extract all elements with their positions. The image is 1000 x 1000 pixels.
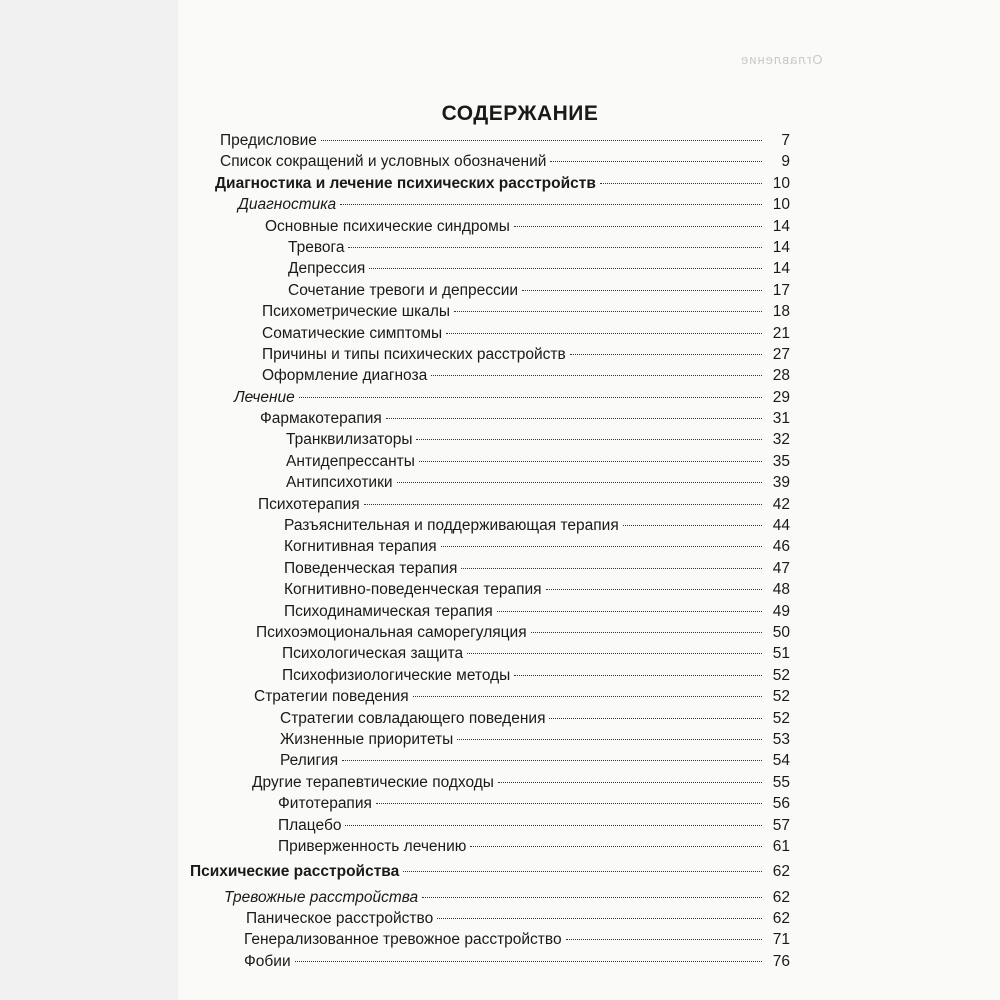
toc-entry-page: 50 (772, 623, 790, 641)
toc-entry (190, 643, 790, 664)
dot-leader (431, 375, 762, 376)
toc-entry-page: 35 (772, 452, 790, 470)
toc-entry (190, 708, 790, 729)
dot-leader (454, 311, 762, 312)
toc-entry-page: 49 (772, 602, 790, 620)
toc-entry (190, 887, 790, 908)
toc-entry-page: 57 (772, 816, 790, 834)
table-of-contents (190, 98, 790, 972)
toc-entry-label: Психологическая защита (282, 645, 464, 663)
toc-entry (190, 665, 790, 686)
toc-entry-page: 28 (772, 367, 790, 385)
toc-entry-label: Фобии (244, 952, 291, 970)
toc-entry-page: 51 (772, 645, 790, 663)
toc-entry-label: Поведенческая терапия (284, 559, 458, 577)
toc-entry-page: 62 (772, 863, 790, 881)
dot-leader (550, 161, 762, 162)
toc-entry-label: Причины и типы психических расстройств (262, 345, 566, 363)
toc-entry-page: 39 (772, 474, 790, 492)
bleed-through-text: Оглавление (740, 52, 823, 67)
toc-entry-page: 17 (772, 281, 790, 299)
toc-entry-label: Психические расстройства (190, 863, 400, 881)
dot-leader (386, 418, 762, 419)
toc-entry-page: 29 (772, 388, 790, 406)
dot-leader (461, 568, 762, 569)
toc-entry-label: Оформление диагноза (262, 367, 428, 385)
dot-leader (403, 871, 762, 872)
dot-leader (299, 397, 762, 398)
toc-entry (190, 815, 790, 836)
toc-entry-page: 71 (772, 931, 790, 949)
toc-entry-label: Жизненные приоритеты (280, 730, 454, 748)
toc-entry-label: Транквилизаторы (286, 431, 413, 449)
toc-entry-page: 27 (772, 345, 790, 363)
toc-entry-page: 46 (772, 538, 790, 556)
toc-entry (190, 323, 790, 344)
toc-entry (190, 861, 790, 882)
toc-entry (190, 686, 790, 707)
toc-entry-page: 21 (772, 324, 790, 342)
dot-leader (437, 918, 762, 919)
toc-entry-page: 14 (772, 238, 790, 256)
toc-entry (190, 344, 790, 365)
toc-entry (190, 951, 790, 972)
toc-entry-label: Лечение (234, 388, 295, 406)
dot-leader (416, 439, 762, 440)
toc-entry (190, 601, 790, 622)
dot-leader (441, 546, 762, 547)
toc-entry-page: 47 (772, 559, 790, 577)
toc-entry-page: 53 (772, 730, 790, 748)
toc-entry (190, 387, 790, 408)
dot-leader (546, 589, 762, 590)
toc-entry-page: 52 (772, 688, 790, 706)
toc-entry-label: Когнитивно-поведенческая терапия (284, 581, 542, 599)
toc-entry-label: Стратегии поведения (254, 688, 409, 706)
toc-entry (190, 130, 790, 151)
toc-entry-label: Тревога (288, 238, 345, 256)
toc-entry-page: 56 (772, 795, 790, 813)
toc-entry (190, 301, 790, 322)
dot-leader (600, 183, 762, 184)
toc-entry (190, 151, 790, 172)
toc-entry-label: Предисловие (220, 132, 317, 149)
toc-entry (190, 472, 790, 493)
dot-leader (566, 939, 762, 940)
toc-entry-label: Фармакотерапия (260, 410, 382, 428)
dot-leader (342, 760, 762, 761)
toc-entry (190, 258, 790, 279)
toc-entry-label: Диагностика и лечение психических расстройств (215, 174, 596, 192)
toc-entry-page: 76 (772, 952, 790, 970)
dot-leader (422, 897, 762, 898)
dot-leader (549, 718, 762, 719)
dot-leader (369, 268, 762, 269)
toc-entry-label: Другие терапевтические подходы (252, 773, 494, 791)
dot-leader (570, 354, 762, 355)
toc-entry (190, 793, 790, 814)
toc-entry-label: Приверженность лечению (278, 837, 467, 855)
toc-entry-label: Паническое расстройство (246, 910, 434, 928)
dot-leader (345, 825, 762, 826)
dot-leader (364, 504, 762, 505)
toc-entry-page: 14 (772, 217, 790, 235)
toc-entry-label: Стратегии совладающего поведения (280, 709, 546, 727)
toc-list (190, 130, 790, 972)
toc-entry (190, 451, 790, 472)
dot-leader (467, 653, 762, 654)
toc-entry-page: 48 (772, 581, 790, 599)
toc-entry-page: 52 (772, 709, 790, 727)
toc-entry (190, 408, 790, 429)
toc-entry (190, 194, 790, 215)
page-title: СОДЕРЖАНИЕ (441, 102, 599, 125)
dot-leader (446, 333, 762, 334)
dot-leader (623, 525, 762, 526)
toc-entry (190, 579, 790, 600)
dot-leader (498, 782, 762, 783)
toc-entry-label: Соматические симптомы (262, 324, 443, 342)
toc-entry-label: Разъяснительная и поддерживающая терапия (284, 517, 619, 535)
dot-leader (419, 461, 762, 462)
toc-entry-page: 10 (772, 174, 790, 192)
toc-entry-page: 32 (772, 431, 790, 449)
dot-leader (497, 611, 762, 612)
toc-entry-label: Депрессия (288, 260, 366, 278)
toc-entry-page: 44 (772, 517, 790, 535)
toc-entry-label: Психотерапия (258, 495, 360, 513)
toc-entry (190, 173, 790, 194)
toc-entry-page: 14 (772, 260, 790, 278)
dot-leader (376, 803, 762, 804)
toc-entry (190, 836, 790, 857)
toc-entry-label: Тревожные расстройства (224, 888, 419, 906)
dot-leader (340, 204, 762, 205)
toc-entry-page: 52 (772, 666, 790, 684)
dot-leader (470, 846, 762, 847)
toc-entry (190, 750, 790, 771)
toc-entry (190, 280, 790, 301)
toc-entry-label: Генерализованное тревожное расстройство (244, 931, 562, 949)
toc-entry-page: 62 (772, 910, 790, 928)
toc-entry (190, 429, 790, 450)
toc-entry-label: Психометрические шкалы (262, 303, 451, 321)
toc-entry-page: 31 (772, 410, 790, 428)
toc-entry (190, 558, 790, 579)
toc-entry (190, 494, 790, 515)
toc-entry-label: Антипсихотики (286, 474, 393, 492)
toc-entry (190, 908, 790, 929)
dot-leader (413, 696, 762, 697)
toc-entry-page: 55 (772, 773, 790, 791)
toc-entry-label: Плацебо (278, 816, 342, 834)
toc-entry (190, 515, 790, 536)
toc-entry-label: Сочетание тревоги и депрессии (288, 281, 519, 299)
dot-leader (295, 961, 762, 962)
dot-leader (522, 290, 762, 291)
toc-entry (190, 365, 790, 386)
toc-entry-label: Основные психические синдромы (265, 217, 510, 235)
dot-leader (321, 140, 762, 141)
toc-entry-label: Психофизиологические методы (282, 666, 511, 684)
dot-leader (457, 739, 762, 740)
dot-leader (531, 632, 762, 633)
toc-entry-page: 10 (772, 196, 790, 214)
toc-entry-label: Фитотерапия (278, 795, 372, 813)
toc-entry-page: 54 (772, 752, 790, 770)
toc-entry-label: Список сокращений и условных обозначений (220, 153, 547, 171)
dot-leader (348, 247, 762, 248)
toc-entry-page: 61 (772, 837, 790, 855)
toc-entry-page: 62 (772, 888, 790, 906)
toc-entry-label: Религия (280, 752, 339, 770)
toc-entry-page: 18 (772, 303, 790, 321)
toc-entry (190, 929, 790, 950)
toc-entry-label: Психодинамическая терапия (284, 602, 493, 620)
toc-entry-page: 42 (772, 495, 790, 513)
toc-entry (190, 729, 790, 750)
toc-entry-page: 7 (781, 132, 790, 149)
toc-entry-label: Психоэмоциональная саморегуляция (256, 623, 527, 641)
toc-entry (190, 622, 790, 643)
dot-leader (397, 482, 762, 483)
toc-entry (190, 237, 790, 258)
dot-leader (514, 675, 762, 676)
toc-entry-label: Диагностика (238, 196, 337, 214)
toc-entry-page: 9 (781, 153, 790, 171)
toc-entry (190, 216, 790, 237)
dot-leader (514, 226, 762, 227)
toc-entry-label: Когнитивная терапия (284, 538, 437, 556)
toc-entry (190, 536, 790, 557)
toc-entry-label: Антидепрессанты (286, 452, 415, 470)
toc-entry (190, 772, 790, 793)
